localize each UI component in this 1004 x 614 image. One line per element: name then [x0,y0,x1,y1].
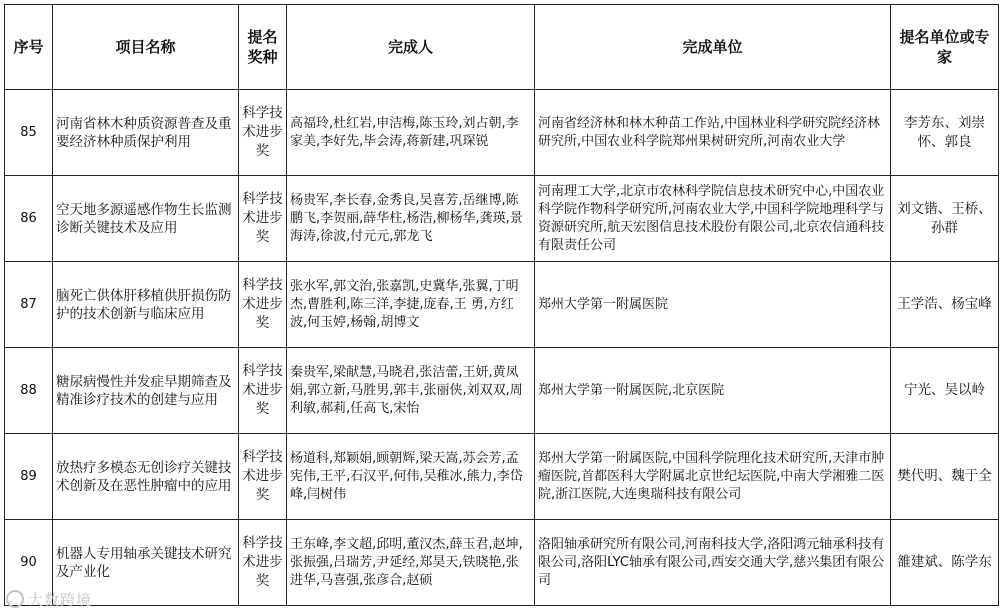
row-units [535,520,891,606]
row-units-text: 河南理工大学,北京市农林科学院信息技术研究中心,中国农业科学院作物科学研究所,河南农业大学,中国科学院地理科学与资源研究所,航天宏图信息技术股份有限公司,北京农信通科技有限责任公司 [538,183,885,253]
row-units-text: 郑州大学第一附属医院 [538,296,669,312]
row-award: 科学技术进步奖 [239,90,287,176]
row-persons [287,348,535,434]
row-project: 河南省林木种质资源普查及重要经济林种质保护利用 [53,90,239,176]
table-row [5,434,999,520]
row-persons-text: 杨贵军,李长春,金秀良,吴喜芳,岳继博,陈鹏飞,李贺丽,薛华柱,杨浩,柳杨华,龚瑛,景海涛,徐波,付元元,郭龙飞 [290,192,523,244]
row-units-text: 郑州大学第一附属医院,中国科学院理化技术研究所,天津市肿瘤医院,首都医科大学附属北京世纪坛医院,中南大学湘雅二医院,浙江医院,大连奥瑞科技有限公司 [538,450,885,502]
row-award: 科学技术进步奖 [239,434,287,520]
row-units-text: 河南省经济林和林木种苗工作站,中国林业科学研究院经济林研究所,中国农业科学院郑州果树研究所,河南农业大学 [538,115,881,149]
header-project: 项目名称 [53,5,239,90]
table-row [5,262,999,348]
row-persons [287,520,535,606]
header-no: 序号 [5,5,53,90]
row-persons-text: 秦贵军,梁献慧,马晓君,张洁蕾,王妍,黄凤娟,郭立新,马胜男,郭丰,张丽侠,刘双双,周利敏,郝莉,任高飞,宋怡 [290,364,523,416]
row-units [535,90,891,176]
header-persons: 完成人 [287,5,535,90]
table-row [5,520,999,606]
row-units [535,176,891,262]
header-row [5,5,999,90]
row-project: 糖尿病慢性并发症早期筛查及精准诊疗技术的创建与应用 [53,348,239,434]
header-nominator: 提名单位或专家 [891,5,999,90]
row-no: 85 [5,90,53,176]
row-units-text: 郑州大学第一附属医院,北京医院 [538,382,725,398]
row-units [535,434,891,520]
header-award: 提名奖种 [239,5,287,90]
watermark-logo-icon [6,590,24,608]
row-units [535,348,891,434]
watermark [6,589,92,610]
row-project: 放热疗多模态无创诊疗关键技术创新及在恶性肿瘤中的应用 [53,434,239,520]
row-award: 科学技术进步奖 [239,176,287,262]
row-nominator: 李芳东、刘崇怀、郭良 [891,90,999,176]
row-project: 空天地多源遥感作物生长监测诊断关键技术及应用 [53,176,239,262]
row-award: 科学技术进步奖 [239,262,287,348]
row-nominator: 宁光、吴以岭 [891,348,999,434]
row-project: 脑死亡供体肝移植供肝损伤防护的技术创新与临床应用 [53,262,239,348]
row-award: 科学技术进步奖 [239,520,287,606]
row-no: 86 [5,176,53,262]
row-persons [287,176,535,262]
row-units-text: 洛阳轴承研究所有限公司,河南科技大学,洛阳鸿元轴承科技有限公司,洛阳LYC轴承有限公司,西安交通大学,慈兴集团有限公司 [538,536,885,588]
row-persons-text: 王东峰,李文超,邱明,董汉杰,薛玉君,赵坤,张振强,吕瑞芳,尹延经,郑昊天,铁晓艳,张进华,马喜强,张彦合,赵硕 [290,536,523,588]
row-nominator: 刘文锴、王桥、孙群 [891,176,999,262]
table-row [5,348,999,434]
header-units: 完成单位 [535,5,891,90]
row-no: 88 [5,348,53,434]
row-persons [287,262,535,348]
row-no: 87 [5,262,53,348]
row-award: 科学技术进步奖 [239,348,287,434]
table-row [5,176,999,262]
row-persons [287,434,535,520]
row-nominator: 王学浩、杨宝峰 [891,262,999,348]
row-project: 机器人专用轴承关键技术研究及产业化 [53,520,239,606]
row-nominator: 樊代明、魏于全 [891,434,999,520]
row-persons-text: 杨道科,郑颖娟,顾朝辉,梁天嵩,苏会芳,孟宪伟,王平,石汉平,何伟,吴稚冰,熊力,李岱峰,闫树伟 [290,450,523,502]
row-nominator: 雒建斌、陈学东 [891,520,999,606]
row-persons-text: 高福玲,杜红岩,申洁梅,陈玉玲,刘占朝,李家美,李好先,毕会涛,蒋新建,巩琛锐 [290,115,519,149]
table-row [5,90,999,176]
nomination-table [4,4,999,606]
row-no: 89 [5,434,53,520]
row-units [535,262,891,348]
watermark-text: 大数跨境 [28,591,93,609]
row-persons-text: 张水军,郭文治,张嘉凯,史冀华,张翼,丁明杰,曹胜利,陈三洋,李捷,庞春,王 勇,方红波,何玉婷,杨翰,胡博文 [290,278,519,330]
row-persons [287,90,535,176]
row-no: 90 [5,520,53,606]
